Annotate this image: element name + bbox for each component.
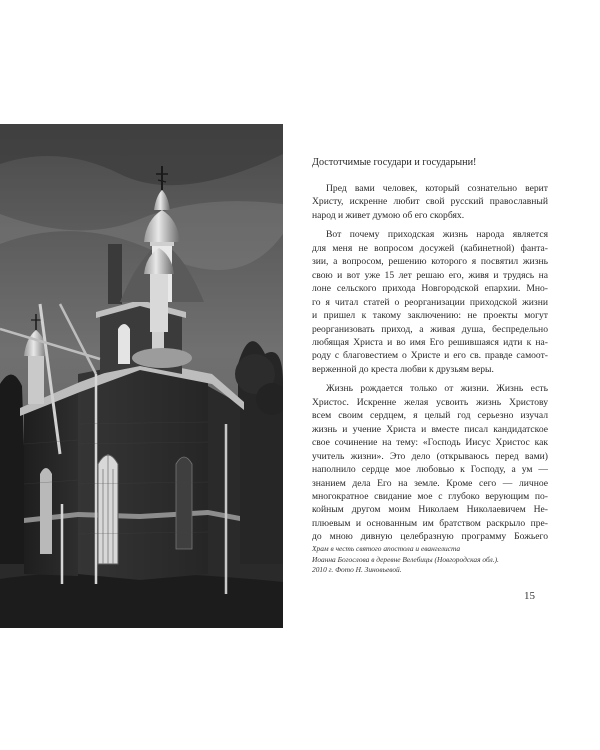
salutation: Достотчимые государи и государыни! [312,157,477,168]
church-photo-illustration [0,124,283,628]
text-line: плюевым и основанным им братством раскрыло пре- [312,517,548,529]
text-line: Вот почему приходская жизнь народа является [326,229,548,241]
caption-line: Храм в честь святого апостола и евангелиста [312,544,461,553]
text-line: зии, а вопросом, решению которого я посвятил жизнь [312,256,548,268]
text-line: всем своим сердцем, я целый год серьезно изучал [312,410,548,422]
photo-caption [312,544,562,576]
text-line: для меня не вопросом досужей (кабинетной) фанта- [312,242,548,254]
text-line: учитель жизни». Это дело (открываюсь перед вами) [312,450,548,462]
text-line: лоне сельского прихода Новгородской епархии. Мно- [312,283,548,295]
text-line: Христос. Искренне желая усвоить жизнь Христову [312,396,548,408]
main-text-column [312,156,548,550]
text-line: жизнь и учение Христа и вместе писал кандидатское [312,423,548,435]
text-line: до мною дивную целебразную программу Божьего [312,531,548,543]
text-line: наполнило сердце мое любовью к Господу, а ум — [312,464,548,476]
text-line: и пришел к такому заключению: не проекты могут [312,310,548,322]
caption-line: 2010 г. Фото Н. Зиновьевой. [312,565,402,574]
text-line: народ и живет думою об его скорбях. [312,209,465,221]
paragraph-1 [312,182,548,222]
text-line: Жизнь рождается только от жизни. Жизнь есть [326,383,548,395]
caption-line: Иоанна Богослова в деревне Велебицы (Новгородская обл.). [312,554,499,564]
paragraph-3 [312,382,548,543]
paragraph-2 [312,228,548,376]
page-number: 15 [524,590,535,602]
text-line: го я читал статей о реорганизации приходской жизни [312,296,548,308]
text-line: Христу, искренне любит свой русский православный [312,196,548,208]
text-line: реорганизовать приход, а живая душа, беспредельно [312,323,548,335]
text-line: койным другом моим Николаем Николаевичем Не- [312,504,548,516]
text-line: Пред вами человек, который сознательно верит [326,183,548,194]
text-line: свою и вот уже 15 лет решаю его, живя и трудясь на [312,269,548,281]
text-line: роду с благовестием о Христе и его св. правде самоот- [312,350,548,362]
text-line: знанием дела Его на земле. Кроме сего — личное [312,477,548,489]
church-photo [0,124,283,628]
text-line: любящая Христа и во имя Его решившаяся идти к на- [312,336,548,348]
text-line: свое сочинение на тему: «Господь Иисус Христос как [312,437,548,449]
text-line: верженной до креста любви к друзьям веры. [312,363,494,375]
text-line: многократное свидание мое с глубоко верующим по- [312,490,548,502]
